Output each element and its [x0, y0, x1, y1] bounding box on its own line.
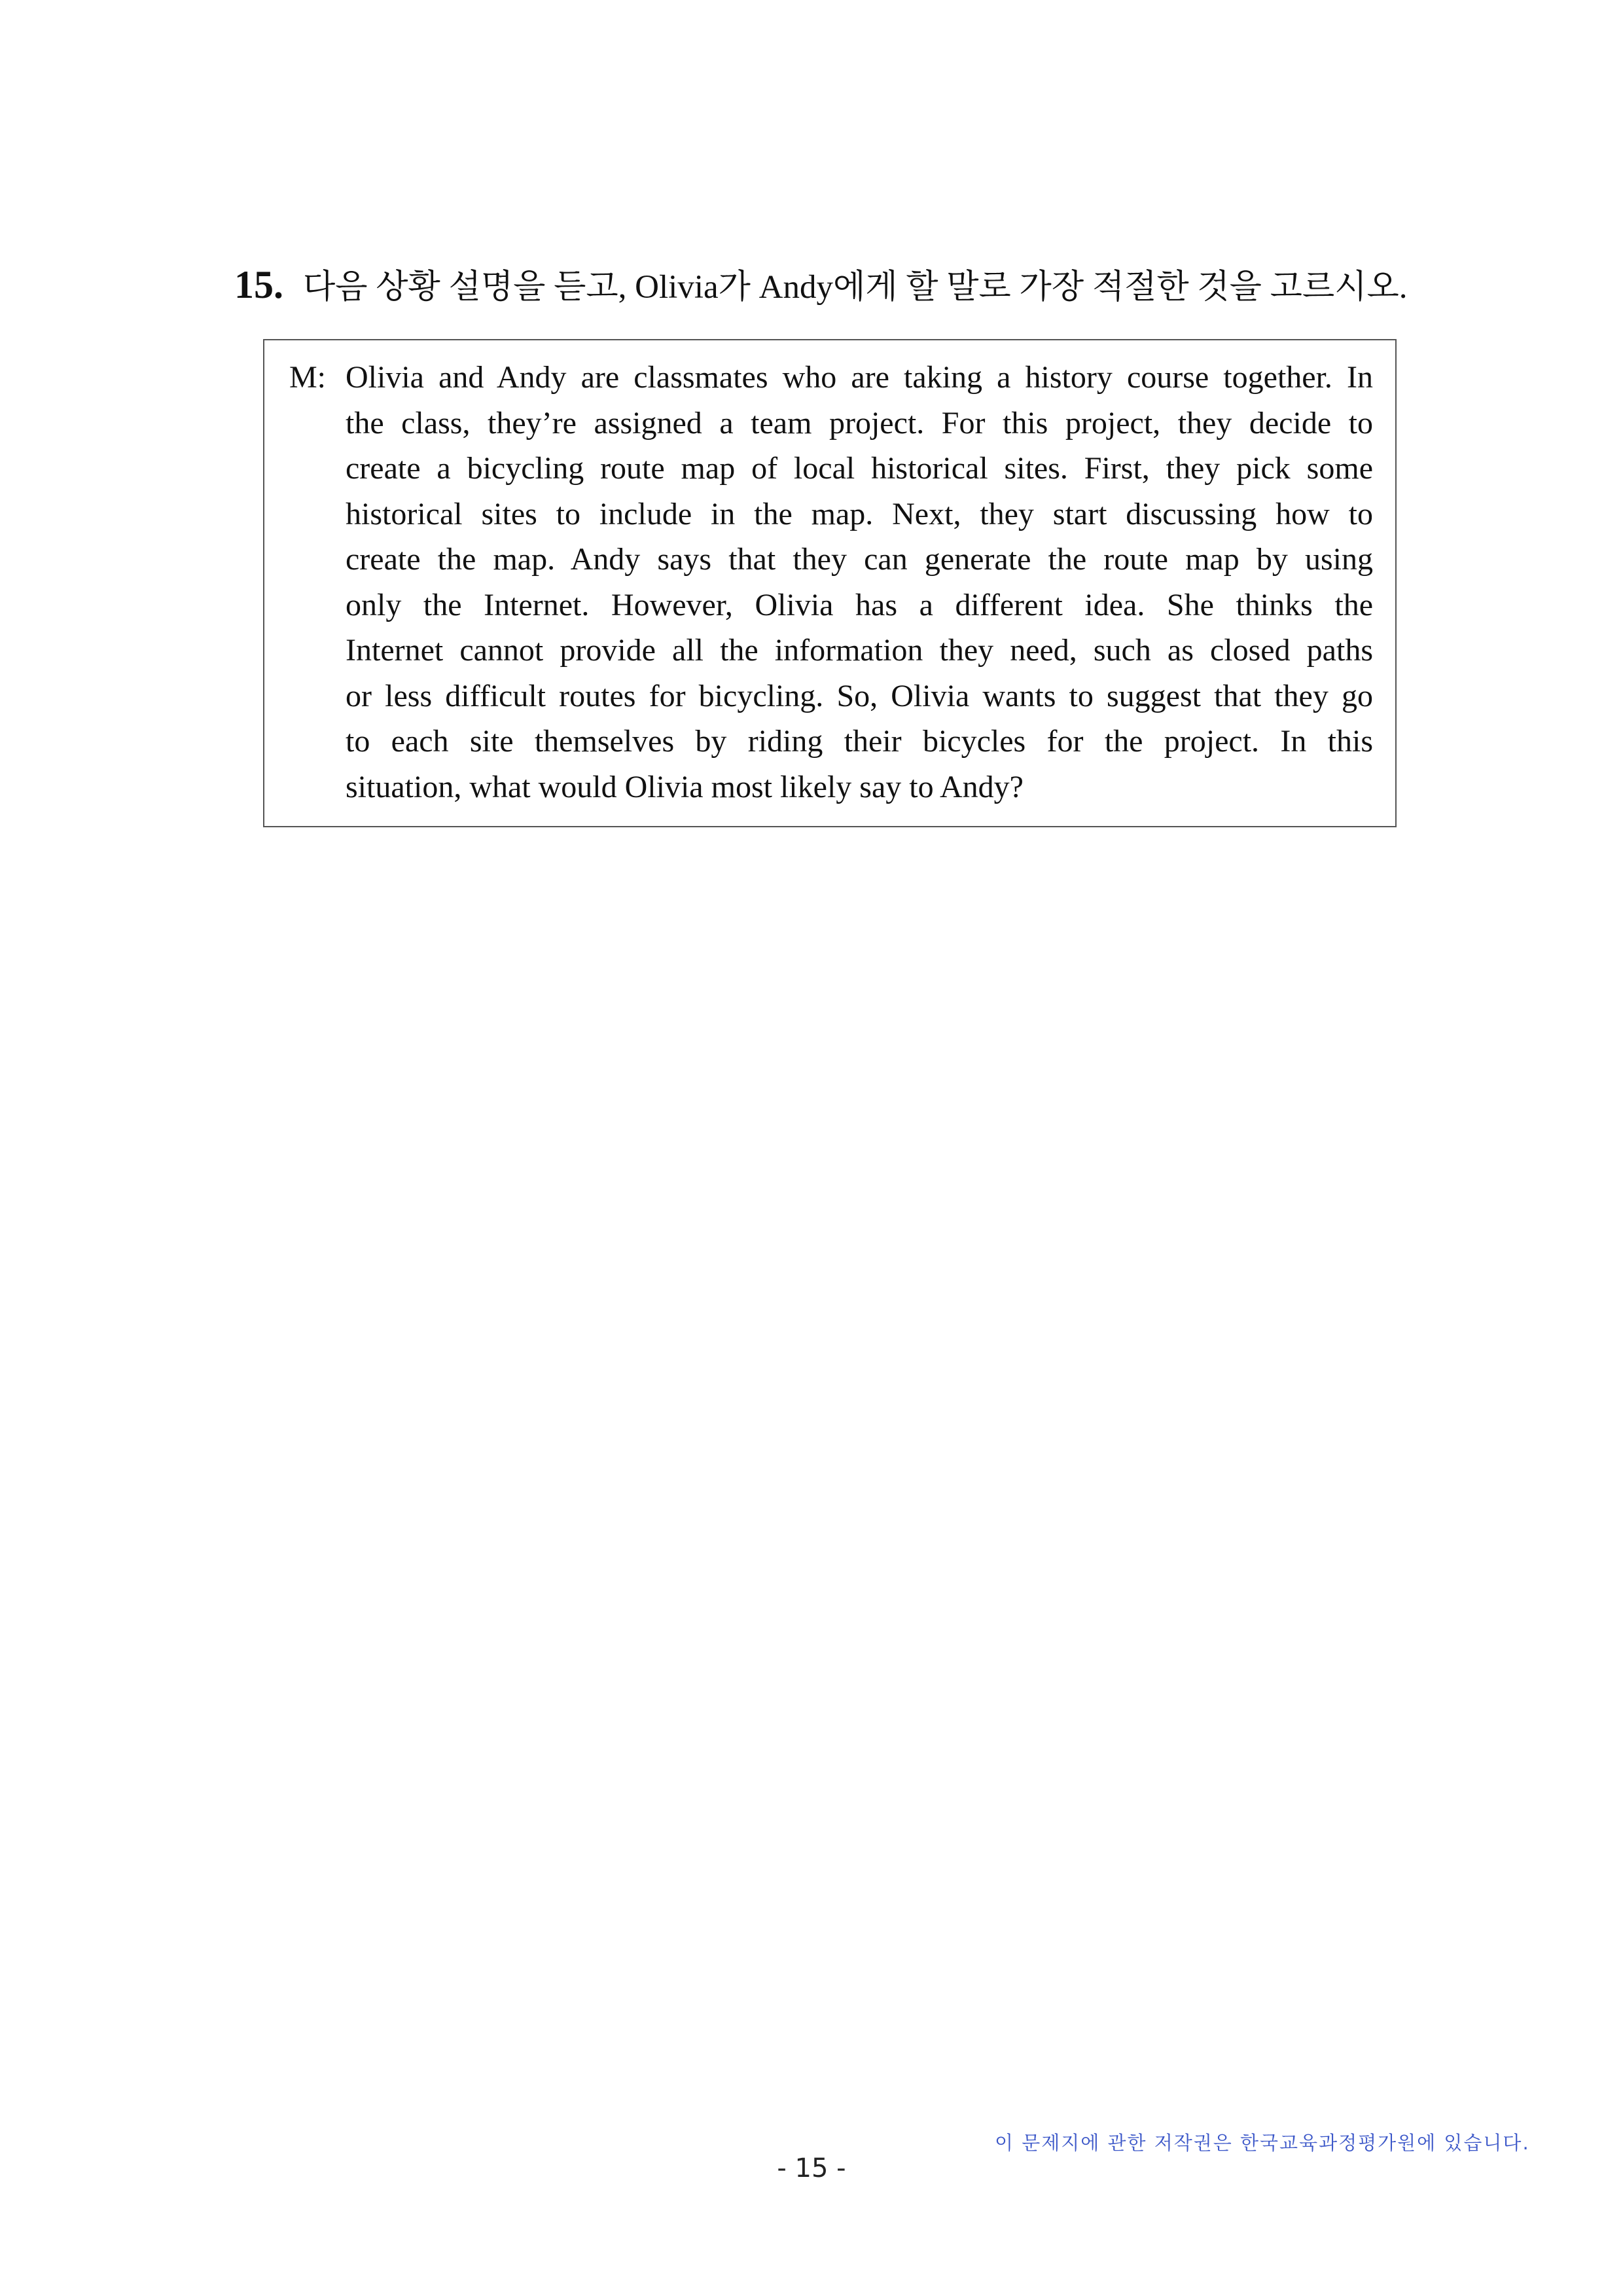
question-number: 15. — [234, 263, 283, 306]
script-line: create the map. Andy says that they can generate the route map by using — [346, 542, 1373, 577]
script-text — [289, 355, 1373, 810]
script-line: or less difficult routes for bicycling. So, Olivia wants to suggest that they go — [346, 678, 1373, 713]
script-line: to each site themselves by riding their bicycles for the project. In this — [346, 724, 1373, 759]
question-prompt: 다음 상황 설명을 듣고, Olivia가 Andy에게 할 말로 가장 적절한 것을 고르시오. — [303, 269, 1408, 306]
script-line: create a bicycling route map of local historical sites. First, they pick some — [346, 451, 1373, 486]
script-line: Olivia and Andy are classmates who are taking a history course together. In — [346, 360, 1373, 395]
script-line: historical sites to include in the map. Next, they start discussing how to — [346, 496, 1373, 531]
copyright-notice: 이 문제지에 관한 저작권은 한국교육과정평가원에 있습니다. — [995, 2132, 1530, 2154]
script-line: only the Internet. However, Olivia has a different idea. She thinks the — [346, 587, 1373, 622]
listening-script-box — [263, 339, 1397, 827]
question-header — [234, 262, 1408, 310]
script-line: Internet cannot provide all the information they need, such as closed paths — [346, 633, 1373, 668]
page-number: - 15 - — [777, 2153, 846, 2183]
speaker-label: M: — [289, 360, 327, 395]
script-line: the class, they’re assigned a team project. For this project, they decide to — [346, 405, 1373, 440]
script-line: situation, what would Olivia most likely say to Andy? — [346, 769, 1024, 804]
